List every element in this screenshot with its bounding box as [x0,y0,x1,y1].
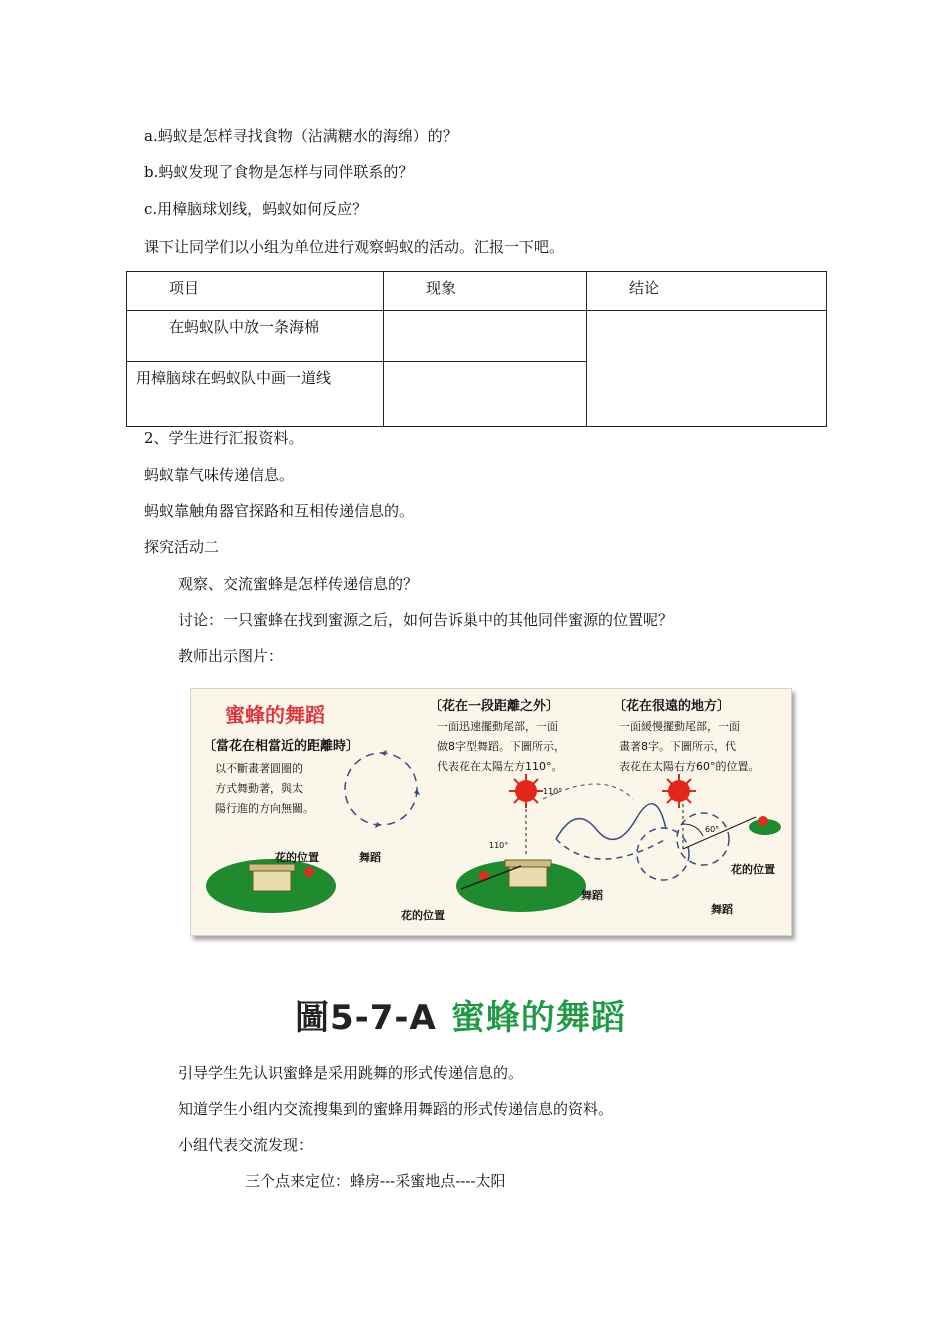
question-c: c.用樟脑球划线，蚂蚁如何反应？ [144,200,368,218]
report-line: 蚂蚁靠触角器官探路和互相传递信息的。 [144,502,415,520]
report-heading: 2、学生进行汇报资料。 [144,429,304,447]
mid-text: 一面迅速擺動尾部，一面 做8字型舞蹈。下圖所示， 代表花在太陽左方110°。 [437,720,565,773]
mid-heading: 〔花在一段距離之外〕 [429,699,560,714]
dance-label: 舞蹈 [359,851,381,864]
activity-line: 讨论：一只蜜蜂在找到蜜源之后，如何告诉巢中的其他同伴蜜源的位置呢？ [178,611,674,629]
question-b: b.蚂蚁发现了食物是怎样与同伴联系的？ [144,163,414,181]
figure-title: 蜜蜂的舞蹈 [225,703,325,727]
figure-caption [295,990,626,1039]
far-text: 一面緩慢擺動尾部，一面 畫著8字。下圖所示，代 表花在太陽右方60°的位置。 [619,720,760,773]
near-heading: 〔當花在相當近的距離時〕 [203,739,360,754]
angle-label: 110° [489,841,509,850]
dance-label: 舞蹈 [711,903,733,916]
flower-position-label: 花的位置 [275,851,319,864]
intro-text: 课下让同学们以小组为单位进行观察蚂蚁的活动。汇报一下吧。 [144,238,565,256]
caption-number: 圖5-7-A [295,998,437,1038]
caption-title: 蜜蜂的舞蹈 [450,998,626,1038]
table-header-phenomenon: 现象 [384,272,587,311]
paragraph-line: 三个点来定位：蜂房---采蜜地点----太阳 [245,1172,506,1190]
observation-table [126,271,827,427]
question-a: a.蚂蚁是怎样寻找食物（沾满糖水的海绵）的？ [144,127,458,145]
report-line: 蚂蚁靠气味传递信息。 [144,466,295,484]
paragraph-line: 小组代表交流发现： [178,1136,314,1154]
table-cell-conclusion [587,311,827,427]
activity-line: 教师出示图片： [178,647,284,665]
table-header-conclusion: 结论 [587,272,827,311]
table-cell-empty [384,362,587,427]
flower-position-label: 花的位置 [401,909,445,922]
activity-line: 观察、交流蜜蜂是怎样传递信息的？ [178,575,419,593]
section-heading: 探究活动二 [144,538,220,556]
bee-dance-figure [190,688,792,936]
far-heading: 〔花在很遠的地方〕 [613,699,731,714]
table-header-item: 项目 [127,272,384,311]
table-cell-empty [384,311,587,362]
angle-label: 60° [705,825,720,834]
angle-label: 110° [543,787,563,796]
flower-position-label: 花的位置 [731,863,775,876]
dance-label: 舞蹈 [581,889,603,902]
table-row-camphor: 用樟脑球在蚂蚁队中画一道线 [127,362,384,427]
paragraph-line: 知道学生小组内交流搜集到的蜜蜂用舞蹈的形式传递信息的资料。 [178,1100,614,1118]
paragraph-line: 引导学生先认识蜜蜂是采用跳舞的形式传递信息的。 [178,1064,524,1082]
table-row-sponge: 在蚂蚁队中放一条海棉 [127,311,384,362]
near-text: 以不斷畫著圓圈的 方式舞動著，與太 陽行進的方向無關。 [215,762,314,815]
